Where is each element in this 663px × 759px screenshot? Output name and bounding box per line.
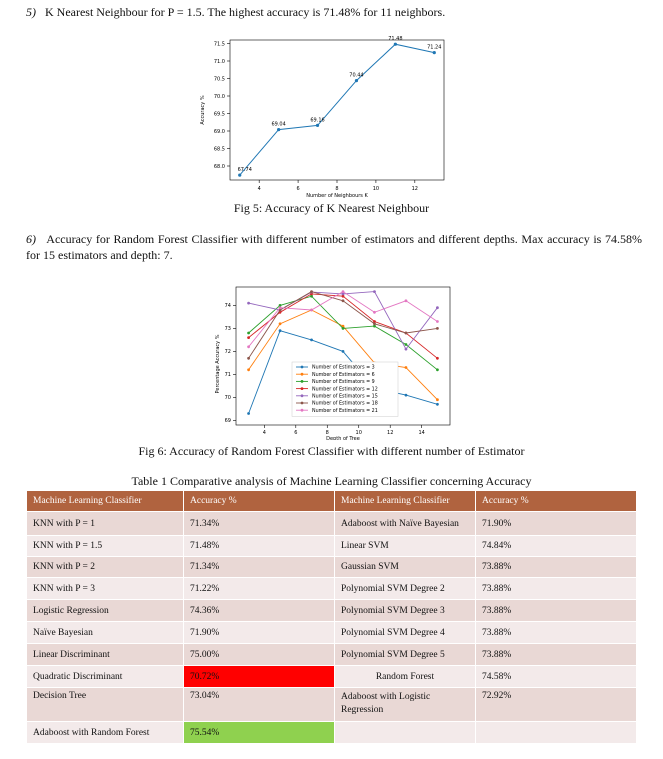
cell: Logistic Regression xyxy=(27,600,184,622)
item-6 xyxy=(26,231,642,263)
cell: Naïve Bayesian xyxy=(27,622,184,644)
data-point xyxy=(355,79,358,82)
table-row xyxy=(27,688,637,722)
cell: KNN with P = 1.5 xyxy=(27,536,184,557)
legend-marker xyxy=(301,409,304,412)
data-label: 71.24 xyxy=(427,44,442,51)
legend-marker xyxy=(301,373,304,376)
table-row xyxy=(27,557,637,578)
item-5-text: K Nearest Neighbour for P = 1.5. The highest accuracy is 71.48% for 11 neighbors. xyxy=(45,5,446,19)
data-point xyxy=(277,128,280,131)
cell: Linear SVM xyxy=(335,536,476,557)
cell: KNN with P = 2 xyxy=(27,557,184,578)
y-tick-label: 69 xyxy=(224,418,231,425)
table-title: Table 1 Comparative analysis of Machine Learning Classifier concerning Accuracy xyxy=(131,474,532,488)
data-point xyxy=(436,306,439,309)
y-tick-label: 74 xyxy=(224,303,231,310)
y-tick-label: 71.5 xyxy=(213,41,225,48)
fig-5-caption: Fig 5: Accuracy of K Nearest Neighbour xyxy=(233,201,430,215)
cell: Gaussian SVM xyxy=(335,557,476,578)
data-point xyxy=(310,339,313,342)
data-point xyxy=(436,368,439,371)
data-point xyxy=(433,51,436,54)
x-axis-label: Depth of Tree xyxy=(326,436,360,440)
cell: KNN with P = 3 xyxy=(27,578,184,600)
cell: Decision Tree xyxy=(27,688,184,722)
data-point xyxy=(405,348,408,351)
x-tick-label: 6 xyxy=(294,430,298,436)
x-tick-label: 6 xyxy=(296,186,300,192)
y-tick-label: 69.5 xyxy=(213,111,225,118)
cell: 71.48% xyxy=(184,536,335,557)
data-label: 71.48 xyxy=(388,36,403,43)
item-5 xyxy=(26,4,646,20)
item-6-text: Accuracy for Random Forest Classifier with different number of estimators and different depths. Max accuracy is 74.58% for 15 estimators and depth: 7. xyxy=(26,232,642,262)
table-row xyxy=(27,722,637,744)
data-label: 69.04 xyxy=(271,121,286,128)
cell: Adaboost with Random Forest xyxy=(27,722,184,744)
data-point xyxy=(405,343,408,346)
cell: 71.90% xyxy=(476,512,637,536)
data-point xyxy=(342,299,345,302)
cell: Random Forest xyxy=(335,666,476,688)
data-point xyxy=(436,398,439,401)
y-tick-label: 70 xyxy=(224,395,231,402)
legend-marker xyxy=(301,402,304,405)
cell: 73.88% xyxy=(476,578,637,600)
cell: Polynomial SVM Degree 4 xyxy=(335,622,476,644)
data-point xyxy=(247,345,250,348)
data-point xyxy=(373,290,376,293)
x-tick-label: 14 xyxy=(418,430,425,436)
comparison-table xyxy=(26,490,637,744)
series-line xyxy=(237,44,435,175)
data-point xyxy=(247,357,250,360)
x-tick-label: 4 xyxy=(257,186,261,192)
data-point xyxy=(436,327,439,330)
table-row xyxy=(27,578,637,600)
header-classifier-2: Machine Learning Classifier xyxy=(335,491,476,512)
cell: 74.36% xyxy=(184,600,335,622)
data-point xyxy=(342,327,345,330)
y-tick-label: 68.0 xyxy=(213,163,225,170)
legend-entry: Number of Estimators = 6 xyxy=(312,372,375,378)
cell: 71.34% xyxy=(184,512,335,536)
data-point xyxy=(436,357,439,360)
lowest-accuracy-cell: 70.72% xyxy=(184,666,335,688)
data-point xyxy=(405,394,408,397)
x-tick-label: 12 xyxy=(387,430,394,436)
cell: 71.90% xyxy=(184,622,335,644)
cell: Polynomial SVM Degree 3 xyxy=(335,600,476,622)
table-row xyxy=(27,536,637,557)
legend-entry: Number of Estimators = 21 xyxy=(312,408,378,414)
data-point xyxy=(405,366,408,369)
y-tick-label: 71.0 xyxy=(213,58,225,65)
table-header-row xyxy=(27,491,637,512)
header-accuracy-2: Accuracy % xyxy=(476,491,637,512)
data-point xyxy=(247,336,250,339)
cell: 74.84% xyxy=(476,536,637,557)
item-6-number: 6) xyxy=(26,232,36,246)
data-point xyxy=(436,403,439,406)
data-point xyxy=(373,322,376,325)
cell: 71.34% xyxy=(184,557,335,578)
y-tick-label: 69.0 xyxy=(213,128,225,135)
legend-entry: Number of Estimators = 18 xyxy=(312,401,378,407)
cell: 73.88% xyxy=(476,557,637,578)
table-row xyxy=(27,644,637,666)
header-accuracy-1: Accuracy % xyxy=(184,491,335,512)
y-tick-label: 68.5 xyxy=(213,146,225,153)
cell xyxy=(335,722,476,744)
data-point xyxy=(279,322,282,325)
table-row xyxy=(27,600,637,622)
x-tick-label: 8 xyxy=(335,186,339,192)
cell: 75.00% xyxy=(184,644,335,666)
y-tick-label: 72 xyxy=(224,349,231,356)
random-forest-accuracy-chart xyxy=(210,285,455,440)
legend-entry: Number of Estimators = 3 xyxy=(312,365,375,371)
x-tick-label: 10 xyxy=(355,430,362,436)
legend-marker xyxy=(301,387,304,390)
data-point xyxy=(405,332,408,335)
table-row xyxy=(27,512,637,536)
x-tick-label: 4 xyxy=(262,430,266,436)
legend-marker xyxy=(301,380,304,383)
data-point xyxy=(247,368,250,371)
cell: KNN with P = 1 xyxy=(27,512,184,536)
x-tick-label: 10 xyxy=(372,186,380,192)
cell: 73.88% xyxy=(476,622,637,644)
legend-entry: Number of Estimators = 9 xyxy=(312,380,375,386)
cell: Adaboost with Naïve Bayesian xyxy=(335,512,476,536)
table-row xyxy=(27,666,637,688)
legend-marker xyxy=(301,394,304,397)
fig-6-caption: Fig 6: Accuracy of Random Forest Classifier with different number of Estimator xyxy=(138,444,525,458)
data-label: 69.16 xyxy=(310,117,325,124)
legend-entry: Number of Estimators = 12 xyxy=(312,387,378,393)
data-point xyxy=(310,290,313,293)
knn-accuracy-chart xyxy=(192,36,452,198)
data-point xyxy=(279,306,282,309)
cell: 72.92% xyxy=(476,688,637,722)
data-point xyxy=(394,43,397,46)
plot-frame xyxy=(230,40,444,180)
data-point xyxy=(279,329,282,332)
data-point xyxy=(310,309,313,312)
data-point xyxy=(247,412,250,415)
data-point xyxy=(342,350,345,353)
y-tick-label: 71 xyxy=(224,372,231,379)
y-axis-label: Percentage Accuracy % xyxy=(215,334,221,394)
series-line xyxy=(249,296,438,370)
data-point xyxy=(373,311,376,314)
highest-accuracy-cell: 75.54% xyxy=(184,722,335,744)
data-point xyxy=(405,299,408,302)
cell: 73.88% xyxy=(476,644,637,666)
cell xyxy=(476,722,637,744)
cell: Quadratic Discriminant xyxy=(27,666,184,688)
x-axis-label: Number of Neighbours K xyxy=(306,193,368,198)
cell: 71.22% xyxy=(184,578,335,600)
cell: Polynomial SVM Degree 2 xyxy=(335,578,476,600)
item-5-number: 5) xyxy=(26,5,36,19)
y-tick-label: 70.5 xyxy=(213,76,225,83)
data-label: 67.74 xyxy=(237,167,252,174)
y-tick-label: 73 xyxy=(224,326,231,333)
x-tick-label: 8 xyxy=(325,430,329,436)
legend-marker xyxy=(301,366,304,369)
cell: 74.58% xyxy=(476,666,637,688)
y-axis-label: Accuracy % xyxy=(200,95,206,125)
data-point xyxy=(316,124,319,127)
data-point xyxy=(342,290,345,293)
data-point xyxy=(247,302,250,305)
cell: 73.04% xyxy=(184,688,335,722)
data-point xyxy=(436,320,439,323)
header-classifier-1: Machine Learning Classifier xyxy=(27,491,184,512)
legend-entry: Number of Estimators = 15 xyxy=(312,394,378,400)
x-tick-label: 12 xyxy=(411,186,419,192)
cell: Linear Discriminant xyxy=(27,644,184,666)
cell: Polynomial SVM Degree 5 xyxy=(335,644,476,666)
cell: Adaboost with Logistic Regression xyxy=(335,688,476,722)
cell: 73.88% xyxy=(476,600,637,622)
data-label: 70.44 xyxy=(349,72,364,79)
data-point xyxy=(247,332,250,335)
y-tick-label: 70.0 xyxy=(213,93,225,100)
data-point xyxy=(238,174,241,177)
table-row xyxy=(27,622,637,644)
